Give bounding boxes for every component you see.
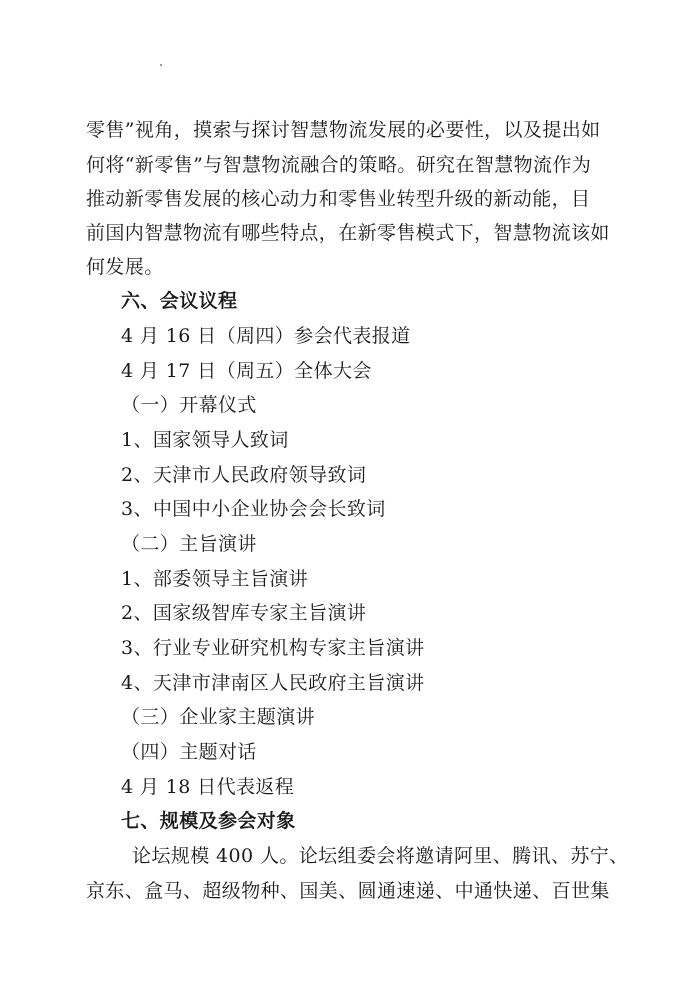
- agenda-item: 1、国家领导人致词: [121, 429, 289, 451]
- agenda-item: 4、天津市津南区人民政府主旨演讲: [121, 672, 425, 694]
- agenda-item: 4 月 16 日（周四）参会代表报道: [121, 325, 411, 347]
- paragraph-line: 何将“新零售”与智慧物流融合的策略。研究在智慧物流作为: [86, 154, 592, 176]
- section-heading-agenda: 六、会议议程: [121, 290, 238, 312]
- agenda-item: 4 月 17 日（周五）全体大会: [121, 360, 372, 382]
- agenda-item: 3、行业专业研究机构专家主旨演讲: [121, 637, 425, 659]
- paragraph-line: 零售”视角，摸索与探讨智慧物流发展的必要性，以及提出如: [86, 119, 601, 141]
- agenda-item: 2、天津市人民政府领导致词: [121, 464, 367, 486]
- agenda-item: 2、国家级智库专家主旨演讲: [121, 602, 367, 624]
- agenda-item: 4 月 18 日代表返程: [121, 776, 295, 798]
- agenda-item: （四）主题对话: [121, 741, 257, 763]
- agenda-item: （三）企业家主题演讲: [121, 706, 316, 728]
- scan-speck: [160, 64, 162, 66]
- paragraph-line: 前国内智慧物流有哪些特点，在新零售模式下，智慧物流该如: [86, 222, 610, 244]
- paragraph-line: 论坛规模 400 人。论坛组委会将邀请阿里、腾讯、苏宁、: [132, 845, 629, 867]
- paragraph-line: 京东、盒马、超级物种、国美、圆通速递、中通快递、百世集: [86, 880, 610, 902]
- agenda-item: （二）主旨演讲: [121, 533, 257, 555]
- paragraph-line: 推动新零售发展的核心动力和零售业转型升级的新动能，目: [86, 188, 591, 210]
- paragraph-line: 何发展。: [86, 256, 164, 278]
- agenda-item: （一）开幕仪式: [121, 394, 257, 416]
- agenda-item: 3、中国中小企业协会会长致词: [121, 498, 386, 520]
- section-heading-scale: 七、规模及参会对象: [121, 810, 296, 832]
- agenda-item: 1、部委领导主旨演讲: [121, 568, 309, 590]
